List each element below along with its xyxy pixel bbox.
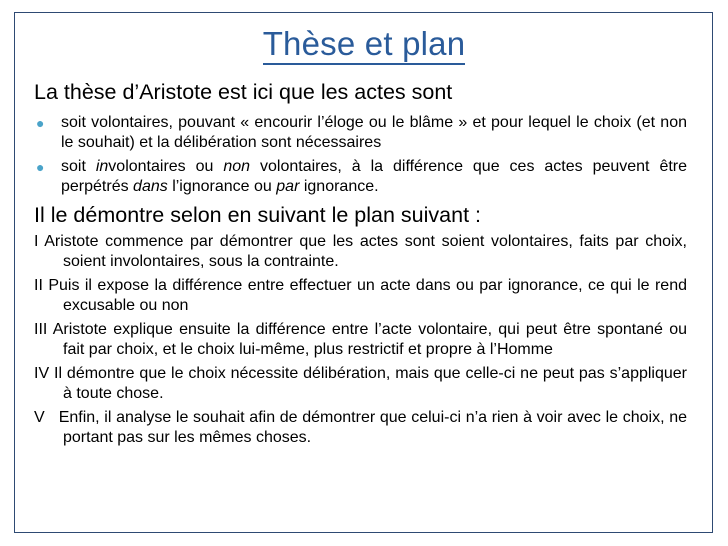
bullet-text-part: soit bbox=[61, 158, 96, 175]
bullet-item-involuntary bbox=[34, 157, 687, 197]
plan-item bbox=[34, 364, 687, 404]
slide-title bbox=[0, 26, 728, 62]
bullet-text-part: ignorance. bbox=[299, 178, 379, 195]
plan-item bbox=[34, 408, 692, 448]
plan-item-text: Enfin, il analyse le souhait afin de démontrer que celui-ci n’a rien à voir avec le choix, ne portant pas sur les mêmes choses. bbox=[44, 409, 692, 446]
plan-item-number: III bbox=[34, 321, 48, 338]
plan-item-text: Aristote explique ensuite la différence entre l’acte volontaire, qui peut être spontané ou fait par choix, et le choix lui-même, plus restrictif et propre à l’Homme bbox=[47, 321, 687, 358]
plan-item bbox=[34, 276, 687, 316]
slide-title-text: Thèse et plan bbox=[263, 25, 466, 65]
round-bullet-icon: ● bbox=[36, 115, 45, 131]
plan-item-text: Aristote commence par démontrer que les actes sont soient volontaires, faits par choix, soient involontaires, sous la contrainte. bbox=[38, 233, 687, 270]
bullet-text-emphasis: dans bbox=[133, 178, 168, 195]
bullet-text-emphasis: in bbox=[95, 158, 109, 175]
plan-item-text: Puis il expose la différence entre effectuer un acte dans ou par ignorance, ce qui le rend excusable ou non bbox=[42, 277, 687, 314]
bullet-text: soit volontaires, pouvant « encourir l’éloge ou le blâme » et pour lequel le choix (et non le souhait) et la délibération sont nécessaires bbox=[61, 114, 687, 151]
plan-item-number: II bbox=[34, 277, 43, 294]
thesis-lead: La thèse d’Aristote est ici que les actes sont bbox=[34, 80, 453, 104]
bullet-text-emphasis: non bbox=[223, 158, 251, 175]
plan-item bbox=[34, 232, 687, 272]
plan-heading: Il le démontre selon en suivant le plan suivant : bbox=[34, 203, 481, 227]
slide-body bbox=[34, 79, 692, 452]
bullet-text-part: l’ignorance ou bbox=[167, 178, 277, 195]
plan-item-number: V bbox=[34, 409, 45, 426]
bullet-text-emphasis: par bbox=[276, 178, 300, 195]
bullet-item-voluntary bbox=[34, 113, 687, 153]
plan-item-text: Il démontre que le choix nécessite délibération, mais que celle-ci ne peut pas s’appliquer à toute chose. bbox=[49, 365, 687, 402]
plan-item bbox=[34, 320, 687, 360]
plan-item-number: I bbox=[34, 233, 39, 250]
round-bullet-icon: ● bbox=[36, 159, 45, 175]
bullet-text-part: volontaires, à la différence que ces actes peuvent être perpétrés bbox=[61, 158, 688, 195]
plan-item-number: IV bbox=[34, 365, 50, 382]
bullet-text-part: volontaires ou bbox=[108, 158, 224, 175]
